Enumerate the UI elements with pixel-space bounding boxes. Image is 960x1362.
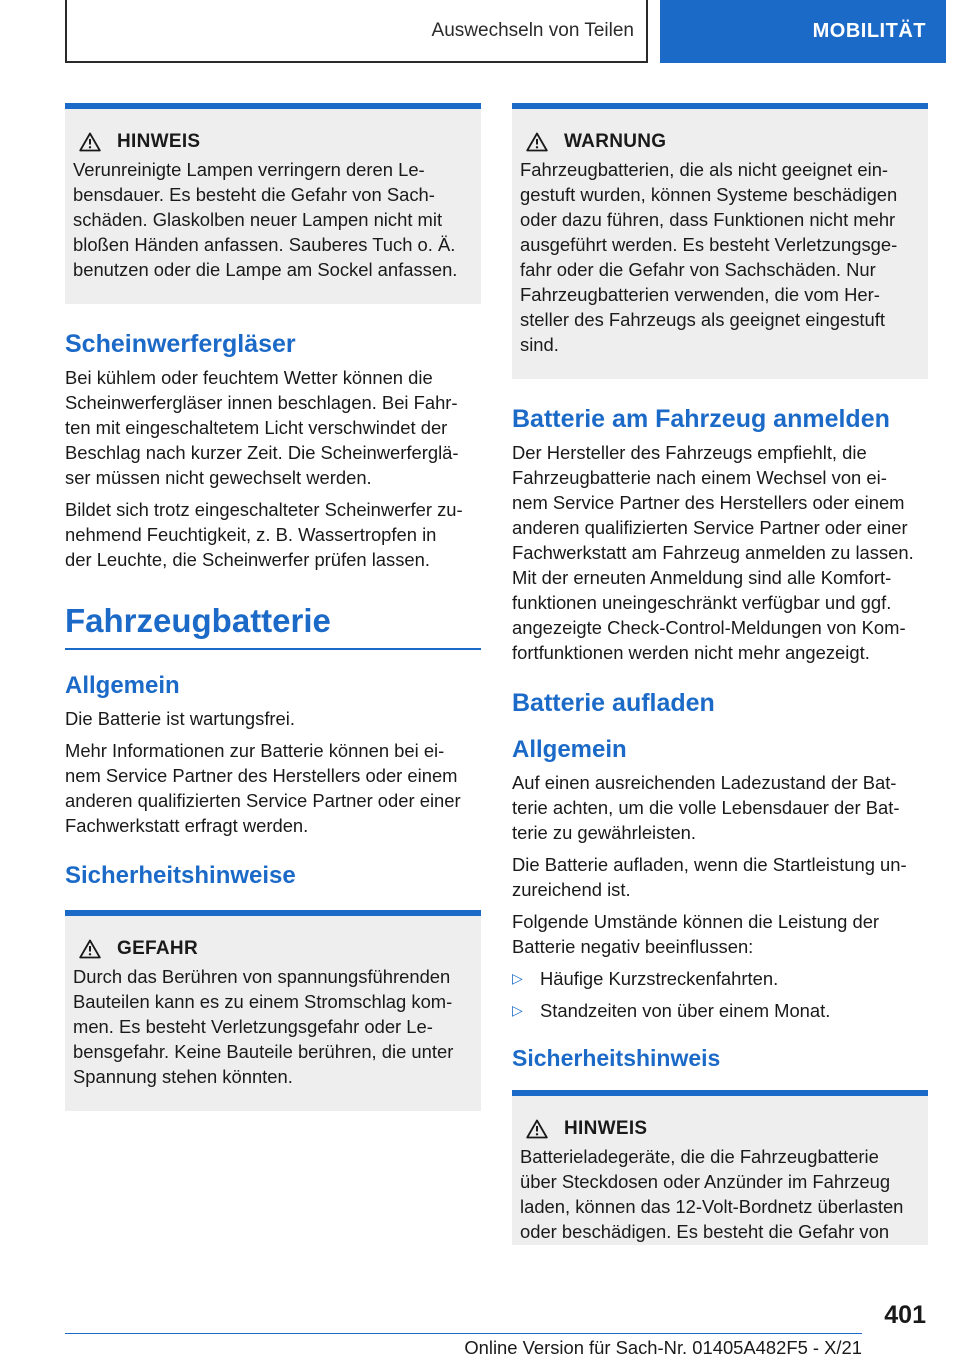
text-line: laden, können das 12-Volt-Bordnetz überlasten [520, 1196, 904, 1217]
text-line: Bauteilen kann es zu einem Stromschlag kom- [73, 991, 453, 1012]
warning-triangle-icon [79, 939, 101, 959]
header-section-tab[interactable] [660, 0, 946, 63]
text-line: über Steckdosen oder Anzünder im Fahrzeug [520, 1171, 891, 1192]
bullet-triangle-icon: ▷ [512, 1002, 523, 1018]
text-line: oder dazu führen, dass Funktionen nicht mehr [520, 209, 896, 230]
text-line: Fachwerkstatt am Fahrzeug anmelden zu lassen. [512, 542, 914, 563]
warning-triangle-icon [79, 132, 101, 152]
heading-allgemein: Allgemein [512, 736, 627, 763]
text-line: Verunreinigte Lampen verringern deren Le- [73, 159, 425, 180]
text-line: bensdauer. Es besteht die Gefahr von Sach- [73, 184, 435, 205]
notice-text [73, 157, 473, 282]
text-line: nehmend Feuchtigkeit, z. B. Wassertropfen in [65, 524, 437, 545]
text-line: funktionen uneingeschränkt verfügbar und ggf. [512, 592, 892, 613]
notice-title: HINWEIS [117, 131, 201, 152]
text-line: Folgende Umstände können die Leistung der [512, 911, 880, 932]
text-line: Die Batterie aufladen, wenn die Startleistung un- [512, 854, 907, 875]
footer-divider [65, 1333, 862, 1334]
warning-triangle-icon [526, 1119, 548, 1139]
paragraph [512, 770, 928, 845]
footer-version-text: Online Version für Sach-Nr. 01405A482F5 - X/21 [464, 1337, 862, 1358]
paragraph [512, 440, 928, 665]
paragraph [512, 852, 928, 902]
text-line: anderen qualifizierten Service Partner oder einer [512, 517, 908, 538]
notice-header [520, 131, 920, 153]
text-line: ser müssen nicht gewechselt werden. [65, 467, 372, 488]
text-line: benutzen oder die Lampe am Sockel anfassen. [73, 259, 458, 280]
notice-title: WARNUNG [564, 131, 667, 152]
text-line: Fahrzeugbatterien, die als nicht geeignet ein- [520, 159, 889, 180]
right-column [512, 103, 928, 1245]
notice-text [73, 964, 473, 1089]
text-line: Bei kühlem oder feuchtem Wetter können die [65, 367, 433, 388]
header-section-label: MOBILITÄT [812, 20, 926, 42]
paragraph [65, 365, 481, 490]
notice-text [520, 1144, 920, 1244]
header-chapter-label: Auswechseln von Teilen [431, 19, 634, 41]
text-line: Auf einen ausreichenden Ladezustand der Bat- [512, 772, 897, 793]
list-item-text: Standzeiten von über einem Monat. [540, 1000, 831, 1021]
warnung-notice [512, 103, 928, 379]
text-line: Beschlag nach kurzer Zeit. Die Scheinwerferglä- [65, 442, 459, 463]
paragraph [65, 497, 481, 572]
text-line: terie zu gewährleisten. [512, 822, 697, 843]
text-line: zureichend ist. [512, 879, 631, 900]
page-number: 401 [884, 1301, 926, 1329]
list-item [512, 998, 928, 1023]
text-line: Batterie negativ beeinflussen: [512, 936, 754, 957]
text-line: Mit der erneuten Anmeldung sind alle Komfort- [512, 567, 892, 588]
gefahr-notice [65, 910, 481, 1111]
heading-sicherheitshinweise: Sicherheitshinweise [65, 862, 296, 889]
paragraph [65, 706, 481, 731]
notice-header [73, 938, 473, 960]
text-line: nem Service Partner des Herstellers oder einem [65, 765, 458, 786]
text-line: gestuft wurden, können Systeme beschädigen [520, 184, 898, 205]
left-column [65, 103, 481, 1137]
text-line: Mehr Informationen zur Batterie können bei ei- [65, 740, 445, 761]
text-line: fahr oder die Gefahr von Sachschäden. Nur [520, 259, 876, 280]
text-line: oder beschädigen. Es besteht die Gefahr von [520, 1221, 890, 1242]
heading-scheinwerferglaeser: Scheinwerfergläser [65, 330, 296, 358]
text-line: ten mit eingeschaltetem Licht verschwindet der [65, 417, 448, 438]
heading-allgemein: Allgemein [65, 672, 180, 699]
chapter-title-fahrzeugbatterie: Fahrzeugbatterie [65, 602, 481, 650]
warning-triangle-icon [526, 132, 548, 152]
list-item [512, 966, 928, 991]
text-line: Scheinwerfergläser innen beschlagen. Bei Fahr- [65, 392, 458, 413]
text-line: Batterieladegeräte, die die Fahrzeugbatterie [520, 1146, 879, 1167]
text-line: sind. [520, 334, 559, 355]
text-line: terie achten, um die volle Lebensdauer der Bat- [512, 797, 900, 818]
text-line: fortfunktionen werden nicht mehr angezeigt. [512, 642, 870, 663]
hinweis-notice [512, 1090, 928, 1245]
heading-batterie-anmelden: Batterie am Fahrzeug anmelden [512, 405, 890, 433]
notice-header [520, 1118, 920, 1140]
text-line: Bildet sich trotz eingeschalteter Scheinwerfer zu- [65, 499, 463, 520]
text-line: Durch das Berühren von spannungsführenden [73, 966, 451, 987]
heading-sicherheitshinweis: Sicherheitshinweis [512, 1045, 721, 1071]
text-line: ausgeführt werden. Es besteht Verletzungsge- [520, 234, 898, 255]
text-line: steller des Fahrzeugs als geeignet eingestuft [520, 309, 885, 330]
hinweis-notice [65, 103, 481, 304]
notice-text [520, 157, 920, 357]
text-line: Fachwerkstatt erfragt werden. [65, 815, 309, 836]
text-line: nem Service Partner des Herstellers oder einem [512, 492, 905, 513]
paragraph [512, 909, 928, 959]
text-line: bensgefahr. Keine Bauteile berühren, die unter [73, 1041, 454, 1062]
notice-title: GEFAHR [117, 938, 198, 959]
text-line: Die Batterie ist wartungsfrei. [65, 708, 295, 729]
text-line: Fahrzeugbatterie nach einem Wechsel von ei- [512, 467, 887, 488]
text-line: men. Es besteht Verletzungsgefahr oder Le- [73, 1016, 433, 1037]
notice-title: HINWEIS [564, 1118, 648, 1139]
text-line: bloßen Händen anfassen. Sauberes Tuch o. Ä. [73, 234, 456, 255]
notice-header [73, 131, 473, 153]
heading-batterie-aufladen: Batterie aufladen [512, 689, 715, 717]
paragraph [65, 738, 481, 838]
text-line: angezeigte Check-Control-Meldungen von Kom- [512, 617, 906, 638]
text-line: Spannung stehen könnten. [73, 1066, 293, 1087]
text-line: Fahrzeugbatterien verwenden, die vom Her- [520, 284, 880, 305]
text-line: anderen qualifizierten Service Partner oder einer [65, 790, 461, 811]
text-line: Der Hersteller des Fahrzeugs empfiehlt, die [512, 442, 867, 463]
text-line: schäden. Glaskolben neuer Lampen nicht mit [73, 209, 443, 230]
header-chapter [65, 0, 648, 63]
bullet-triangle-icon: ▷ [512, 970, 523, 986]
text-line: der Leuchte, die Scheinwerfer prüfen lassen. [65, 549, 430, 570]
list-item-text: Häufige Kurzstreckenfahrten. [540, 968, 779, 989]
